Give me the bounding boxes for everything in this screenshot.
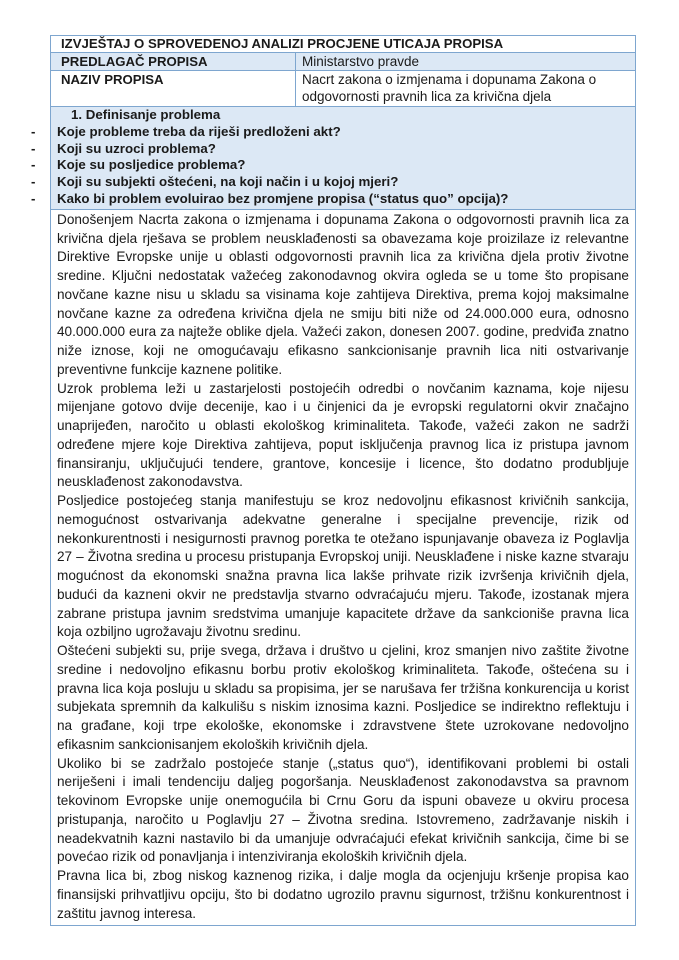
- question-item: [31, 157, 635, 174]
- paragraph-consequences: Posljedice postojećeg stanja manifestuju se kroz nedovoljnu efikasnost krivičnih sankcija, nemogućnost ostvarivanja adekvatne generalne i specijalne prevencije, rizik od nekonkurentnosti i nesigurnosti pravnog poretka te otežano ispunjavanje obaveza iz Poglavlja 27 – Životna sredina u procesu pristupanja Evropskoj uniji. Neusklađene i niske kazne stvaraju mogućnost da ekonomski snažna pravna lica lakše prihvate rizik izvršenja krivičnih djela, budući da kazneni okvir ne predstavlja stvarno odvraćajuću mjeru. Takođe, izostanak mjera zabrane pristupa javnim sredstvima umanjuje kapacitete države da sankcioniše pravna lica koja ozbiljno ugrožavaju životnu sredinu.: [57, 493, 629, 640]
- question-text: Koje probleme treba da riješi predloženi akt?: [57, 123, 341, 139]
- question-item: [31, 140, 635, 158]
- question-item: [31, 123, 635, 141]
- section-title: 1. Definisanje problema: [71, 107, 221, 122]
- section-header-row: [51, 107, 636, 210]
- report-title: IZVJEŠTAJ O SPROVEDENOJ ANALIZI PROCJENE UTICAJA PROPISA: [51, 36, 636, 53]
- question-item: [31, 174, 635, 191]
- paragraph-causes: Uzrok problema leži u zastarjelosti postojećih odredbi o novčanim kaznama, koje nijesu mijenjane gotovo dvije decenije, kao i u činjenici da je evropski regulatorni okvir značajno unaprijeđen, naročito u oblasti ekološkog kriminaliteta. Takođe, važeći zakon ne sadrži određene mjere koje Direktiva zahtijeva, poput isključenja pravnog lica iz pristupa javnom finansiranju, uključujući tendere, grantove, koncesije i licence, što dodatno produbljuje neusklađenost zakonodavstva.: [57, 380, 629, 490]
- paragraph-affected-subjects: Oštećeni subjekti su, prije svega, država i društvo u cjelini, kroz smanjen nivo zaštite životne sredine i nedovoljno efikasnu borbu protiv ekološkog kriminaliteta. Takođe, oštećena su i pravna lica koja posluju u skladu sa propisima, jer se narušava fer tržišna konkurencija u korist subjekata spremnih da kalkulišu s niskim iznosima kazni. Posljedice se indirektno reflektuju i na građane, koji trpe ekološke, ekonomske i zdravstvene štete uzrokovane nedovoljno efikasnim sankcionisanjem ekoloških krivičnih djela.: [57, 643, 629, 752]
- regulation-name-row: [51, 71, 636, 107]
- proposer-value: Ministarstvo pravde: [296, 53, 636, 71]
- question-text: Koje su posljedice problema?: [57, 157, 246, 173]
- question-text: Koji su uzroci problema?: [57, 140, 216, 156]
- dash-bullet-icon: -: [31, 140, 36, 156]
- report-table: [31, 35, 636, 926]
- body-text: [51, 209, 636, 926]
- paragraph-status-quo: Ukoliko bi se zadržalo postojeće stanje („status quo“), identifikovani problemi bi ostali neriješeni i imali tendenciju daljeg pogoršanja. Neusklađenost zakonodavstva sa pravnom tekovinom Evropske unije onemogućila bi Crnu Goru da ispuni obaveze u okviru procesa pristupanja, naročito u Poglavlju 27 – Životna sredina. Istovremeno, zadržavanje niskih i neadekvatnih kazni nastavilo bi da umanjuje odvraćajući efekat krivičnih sankcija, čime bi se povećao rizik od ponavljanja i intenziviranja ekoloških krivičnih djela.: [57, 755, 629, 865]
- dash-bullet-icon: -: [31, 174, 36, 190]
- body-row: [51, 209, 636, 926]
- regulation-name-label: NAZIV PROPISA: [51, 71, 296, 107]
- paragraph-conclusion: Pravna lica bi, zbog niskog kaznenog rizika, i dalje mogla da ocjenjuju kršenje propisa kao finansijski prihvatljivu opciju, što bi dodatno ugrozilo pravnu sigurnost, tržišnu konkurentnost i zaštitu javnog interesa.: [57, 868, 629, 921]
- title-row: [51, 36, 636, 53]
- proposer-label: PREDLAGAČ PROPISA: [51, 53, 296, 71]
- question-text: Koji su subjekti oštećeni, na koji način i u kojoj mjeri?: [57, 174, 399, 190]
- dash-bullet-icon: -: [31, 157, 36, 173]
- dash-bullet-icon: -: [31, 190, 36, 206]
- paragraph-problem: Donošenjem Nacrta zakona o izmjenama i dopunama Zakona o odgovornosti pravnih lica za krivična djela rješava se problem neusklađenosti sa obavezama koje proizilaze iz relevantne Direktive Evropske unije u oblasti odgovornosti pravnih lica za krivična djela protiv životne sredine. Ključni nedostatak važećeg zakonodavnog okvira ogleda se u tome što propisane novčane kazne nisu u skladu sa visinama koje zahtijeva Direktiva, prema kojoj maksimalne novčane kazne za određena krivična djela ne smiju biti niže od 24.000.000 eura, odnosno 40.000.000 eura za najteže oblike djela. Važeći zakon, donesen 2007. godine, predviđa znatno niže iznose, koji ne omogućavaju efikasno sankcionisanje pravnih lica niti ostvarivanje preventivne funkcije kaznene politike.: [57, 211, 629, 377]
- proposer-row: [51, 53, 636, 71]
- question-item: [31, 190, 635, 208]
- section-header: [31, 107, 636, 210]
- question-text: Kako bi problem evoluirao bez promjene propisa (“status quo” opcija)?: [57, 190, 509, 206]
- regulation-name-value: Nacrt zakona o izmjenama i dopunama Zakona o odgovornosti pravnih lica za krivična djela: [296, 71, 636, 107]
- dash-bullet-icon: -: [31, 123, 36, 139]
